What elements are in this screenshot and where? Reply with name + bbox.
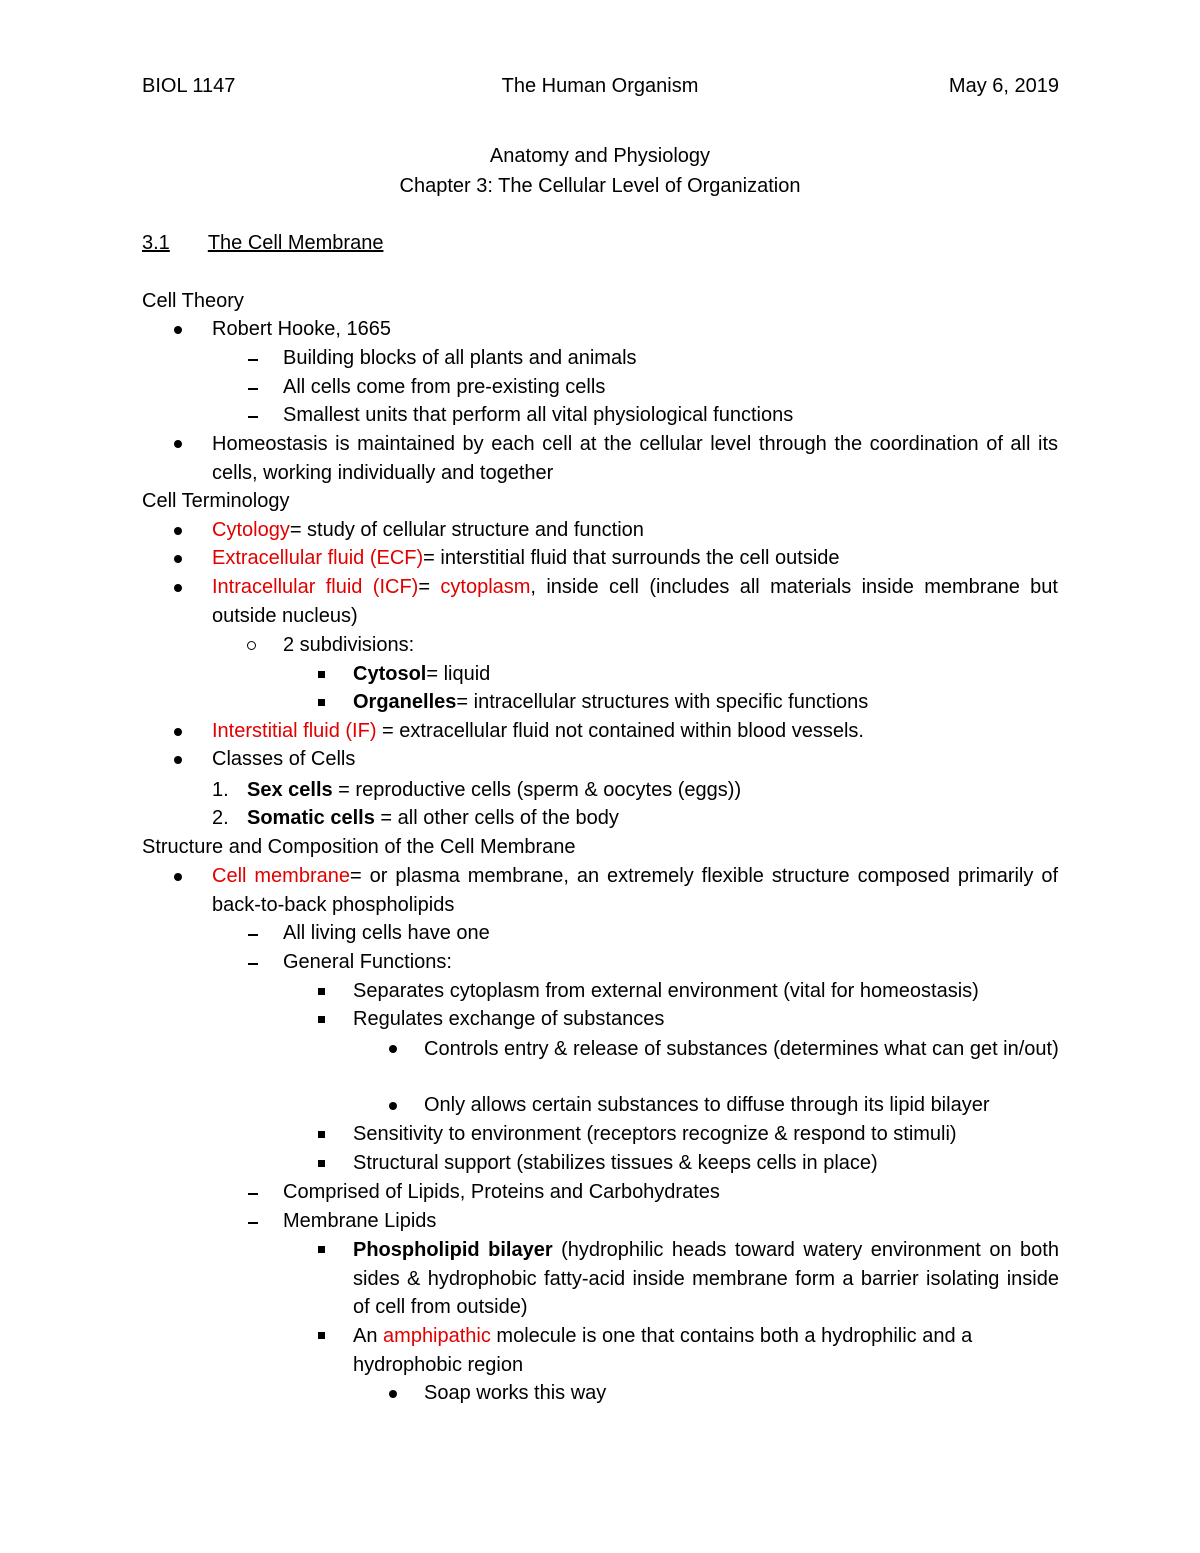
list-item [353, 1322, 1043, 1379]
term: Intracellular fluid (ICF) [212, 576, 419, 598]
dash-icon [248, 963, 258, 965]
list-item: Only allows certain substances to diffuse through its lipid bilayer [424, 1094, 990, 1116]
term: Cytosol [353, 663, 427, 685]
dash-icon [248, 388, 258, 390]
list-item [353, 689, 868, 715]
list-item: Membrane Lipids [283, 1210, 437, 1232]
definition: An [353, 1325, 384, 1347]
bullet-icon [174, 728, 182, 736]
list-item: Controls entry & release of substances (determines what can get in/out) [424, 1038, 1059, 1060]
list-item: 2 subdivisions: [283, 634, 415, 656]
list-item [353, 1236, 1059, 1322]
definition: = or plasma membrane, an extremely flexible structure composed primarily of back-to-back phospholipids [212, 865, 1058, 916]
term: Cell membrane [212, 865, 350, 887]
list-item: Structural support (stabilizes tissues & keeps cells in place) [353, 1152, 878, 1174]
square-bullet-icon [318, 1332, 325, 1339]
list-item: General Functions: [283, 951, 452, 973]
bullet-icon [174, 555, 182, 563]
list-item: All living cells have one [283, 922, 490, 944]
circle-bullet-icon [247, 641, 256, 650]
list-item: Separates cytoplasm from external environment (vital for homeostasis) [353, 980, 979, 1002]
list-item: Soap works this way [424, 1382, 607, 1404]
term: Extracellular fluid (ECF) [212, 547, 424, 569]
definition: = liquid [426, 663, 491, 685]
bullet-icon [174, 326, 182, 334]
dash-icon [248, 416, 258, 418]
square-bullet-icon [318, 1016, 325, 1023]
dash-icon [248, 934, 258, 936]
list-item [247, 805, 619, 831]
list-item [212, 573, 1058, 630]
square-bullet-icon [318, 699, 325, 706]
square-bullet-icon [318, 988, 325, 995]
list-item: Classes of Cells [212, 748, 356, 770]
list-number: 2. [212, 807, 229, 829]
definition: (hydrophilic heads toward watery environment on both sides & hydrophobic fatty-acid inside membrane form a barrier isolating inside of cell from outside) [353, 1239, 1059, 1318]
bullet-icon [174, 527, 182, 535]
bullet-icon [174, 584, 182, 592]
definition: = study of cellular structure and function [289, 519, 644, 541]
definition: = extracellular fluid not contained within blood vessels. [376, 720, 864, 742]
square-bullet-icon [318, 1246, 325, 1253]
list-item: Smallest units that perform all vital physiological functions [283, 404, 794, 426]
list-item [353, 661, 490, 687]
list-item: All cells come from pre-existing cells [283, 376, 606, 398]
term: Somatic cells [247, 807, 375, 829]
list-item [212, 517, 644, 543]
bullet-icon [389, 1045, 397, 1053]
list-item: Homeostasis is maintained by each cell at the cellular level through the coordination of all its cells, working individually and together [212, 433, 1058, 484]
definition: molecule is one that contains both a hydrophilic and a hydrophobic region [353, 1325, 973, 1376]
term: Phospholipid bilayer [353, 1239, 553, 1261]
terminology-heading: Cell Terminology [142, 490, 290, 512]
square-bullet-icon [318, 671, 325, 678]
bullet-icon [389, 1390, 397, 1398]
definition: = reproductive cells (sperm & oocytes (eggs)) [332, 779, 742, 801]
list-item [247, 777, 741, 803]
section-number: 3.1 [142, 232, 170, 254]
header-date: May 6, 2019 [948, 75, 1059, 97]
section-title: The Cell Membrane [207, 232, 384, 254]
definition: = interstitial fluid that surrounds the cell outside [423, 547, 840, 569]
definition: = all other cells of the body [374, 807, 619, 829]
list-item: Regulates exchange of substances [353, 1008, 665, 1030]
term: Organelles [353, 691, 457, 713]
bullet-icon [174, 756, 182, 764]
list-item: Robert Hooke, 1665 [212, 318, 392, 340]
square-bullet-icon [318, 1160, 325, 1167]
term: Sex cells [247, 779, 333, 801]
term: cytoplasm [440, 576, 531, 598]
chapter-title: Chapter 3: The Cellular Level of Organization [399, 175, 801, 197]
list-number: 1. [212, 779, 229, 801]
definition: = [418, 576, 441, 598]
definition: , inside cell (includes all materials inside membrane but outside nucleus) [212, 576, 1058, 627]
term: Cytology [212, 519, 290, 541]
list-item: Sensitivity to environment (receptors recognize & respond to stimuli) [353, 1123, 957, 1145]
course-code: BIOL 1147 [142, 75, 236, 97]
course-title: The Human Organism [501, 75, 699, 97]
bullet-icon [174, 440, 182, 448]
bullet-icon [389, 1102, 397, 1110]
dash-icon [248, 1222, 258, 1224]
list-item: Building blocks of all plants and animals [283, 347, 637, 369]
term: amphipathic [383, 1325, 491, 1347]
bullet-icon [174, 873, 182, 881]
book-title: Anatomy and Physiology [489, 145, 711, 167]
list-item [212, 862, 1058, 919]
list-item: Comprised of Lipids, Proteins and Carbohydrates [283, 1181, 720, 1203]
cell-theory-heading: Cell Theory [142, 290, 244, 312]
dash-icon [248, 359, 258, 361]
term: Interstitial fluid (IF) [212, 720, 377, 742]
structure-heading: Structure and Composition of the Cell Membrane [142, 836, 576, 858]
dash-icon [248, 1193, 258, 1195]
square-bullet-icon [318, 1131, 325, 1138]
list-item [212, 718, 864, 744]
definition: = intracellular structures with specific functions [456, 691, 869, 713]
list-item [212, 545, 840, 571]
section-heading [142, 230, 405, 256]
